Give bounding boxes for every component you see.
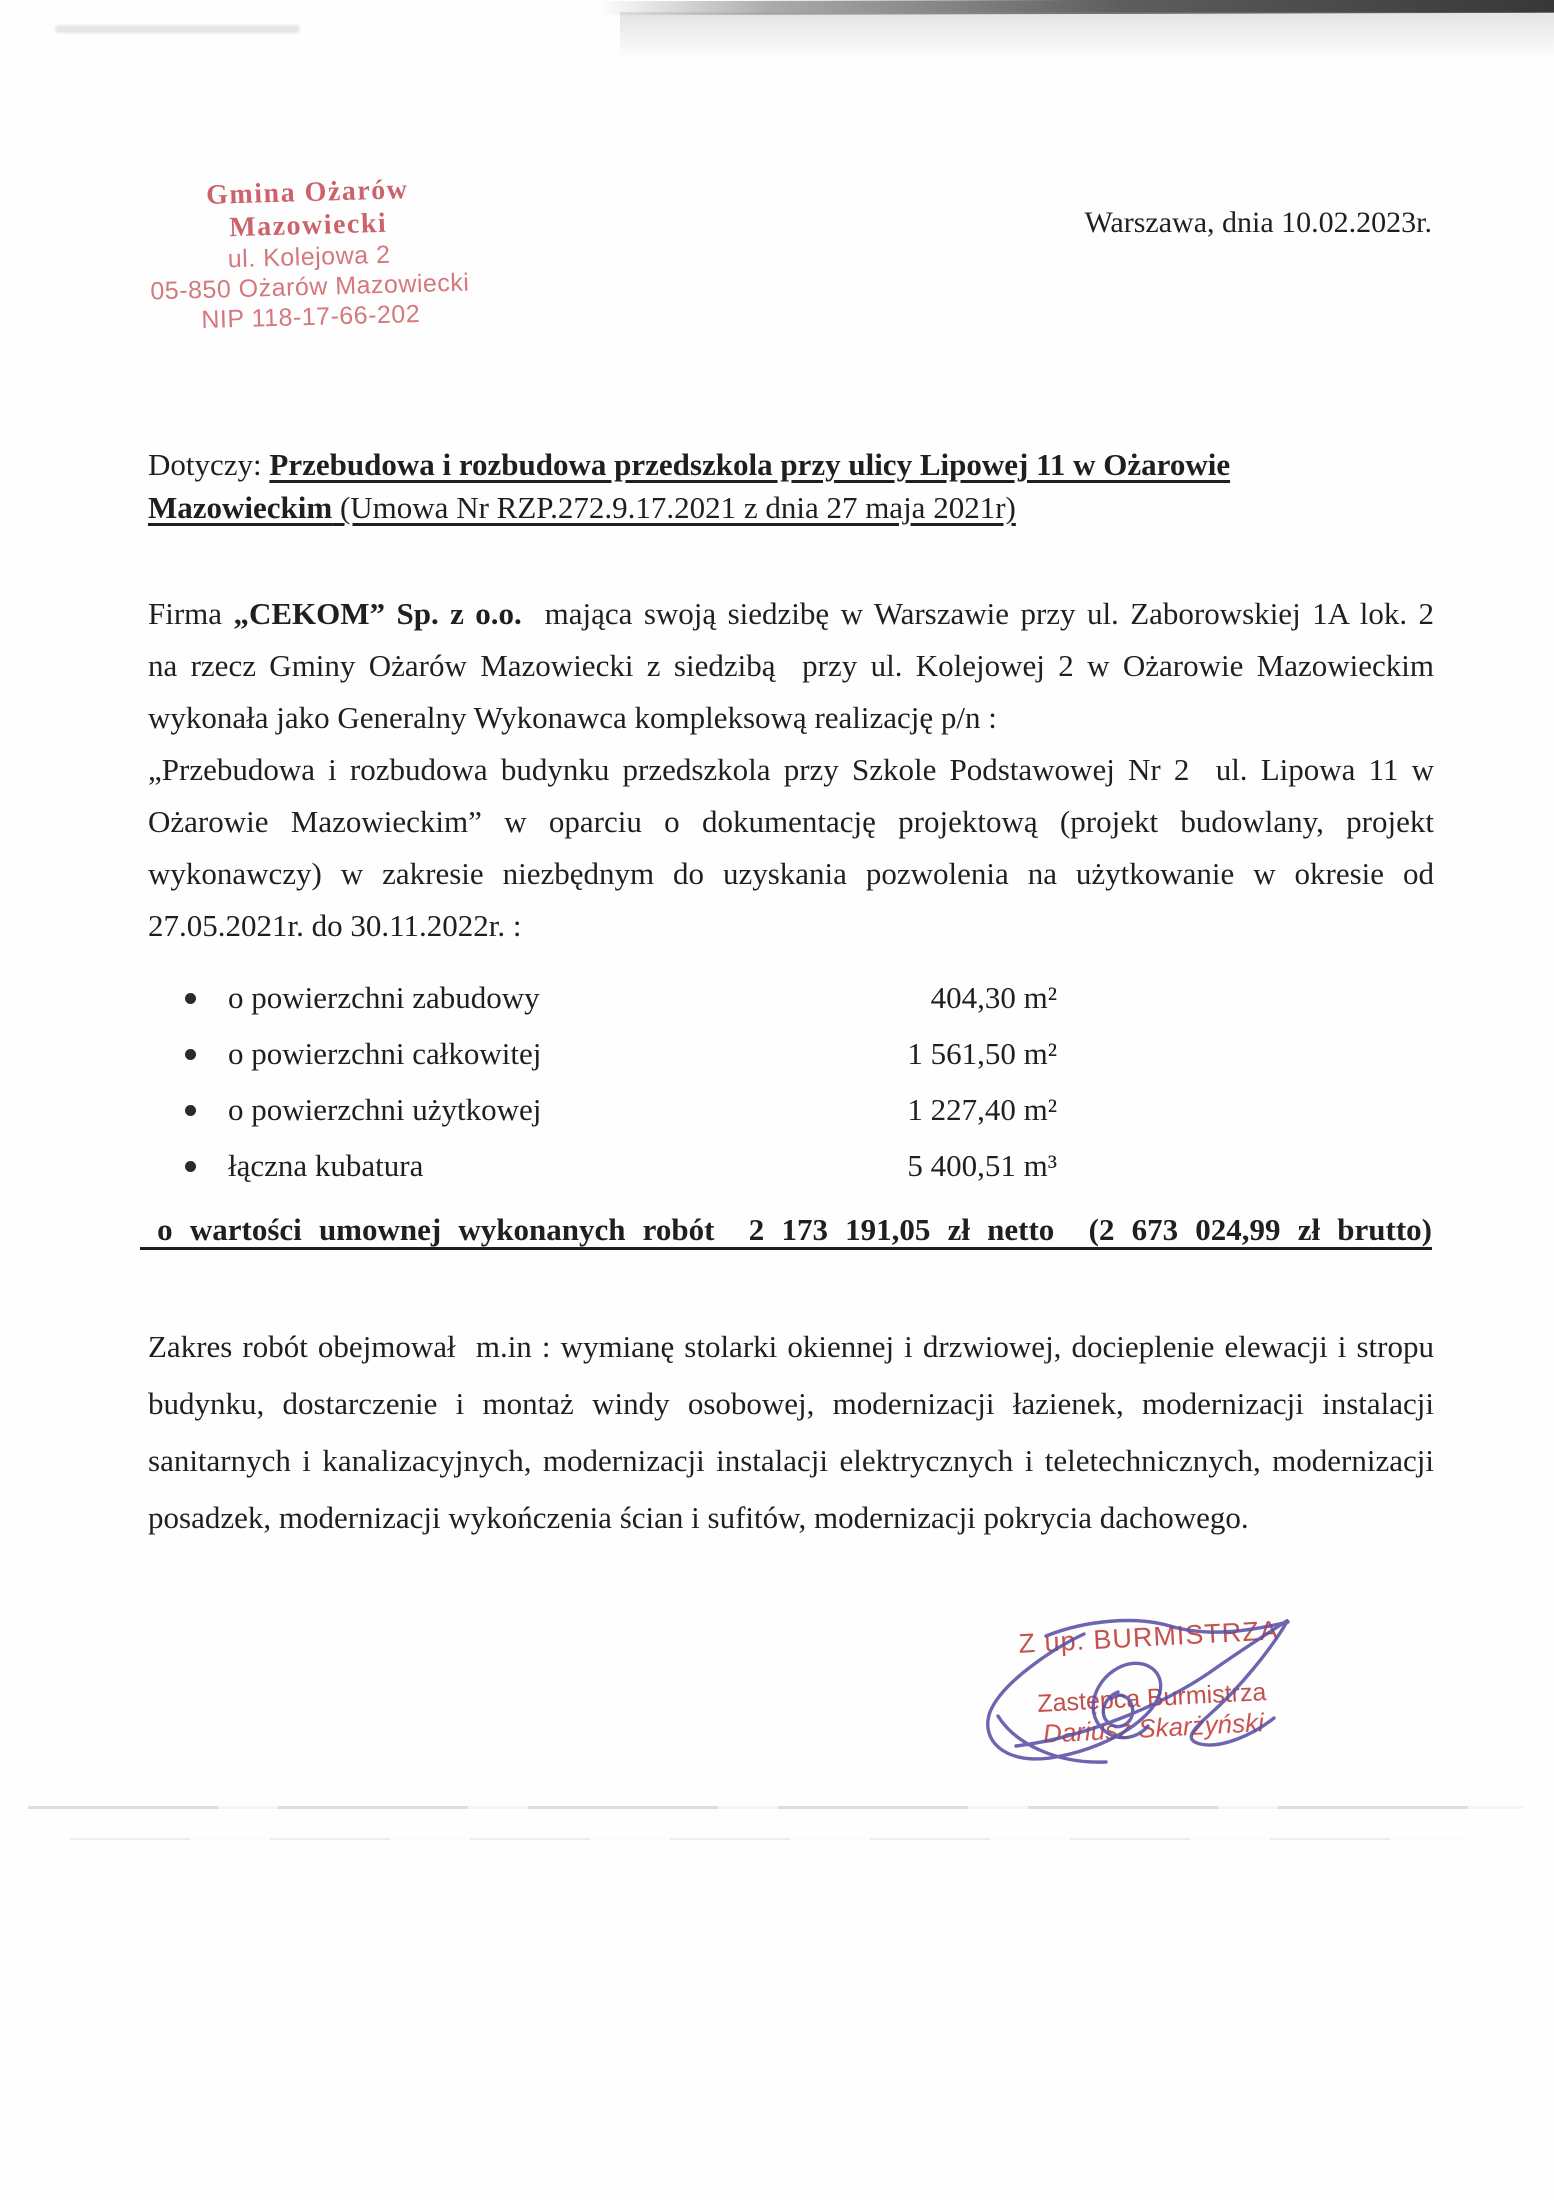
metric-label: o powierzchni zabudowy: [228, 980, 540, 1015]
metric-row: [185, 1026, 1057, 1082]
metric-row: [185, 1138, 1057, 1194]
metrics-list: [185, 970, 1057, 1194]
paragraph2-line1: Zakres robót obejmował m.in : wymianę stolarki okiennej i drzwiowej, docieplenie elewacji i stropu: [148, 1329, 1434, 1364]
sender-stamp: [124, 171, 494, 337]
metric-value: 5 400,51 m³: [907, 1148, 1057, 1183]
bullet-icon: [185, 1049, 196, 1060]
subject-title-part1: Przebudowa i rozbudowa przedszkola przy ulicy Lipowej 11 w Ożarowie: [269, 447, 1231, 482]
paragraph1-line1-pre: Firma: [148, 596, 234, 631]
paragraph1-line4: „Przebudowa i rozbudowa budynku przedszkola przy Szkole Podstawowej Nr 2 ul. Lipowa 11 w: [148, 752, 1434, 787]
subject-line-2: [148, 486, 1448, 529]
subject-label: Dotyczy:: [148, 447, 270, 482]
subject-title-part2: Mazowieckim: [148, 490, 333, 525]
paragraph2-line4: posadzek, modernizacji wykończenia ścian i sufitów, modernizacji pokrycia dachowego.: [148, 1500, 1249, 1535]
paragraph1-line2: na rzecz Gminy Ożarów Mazowiecki z siedzibą przy ul. Kolejowej 2 w Ożarowie Mazowieckim: [148, 648, 1434, 683]
scan-artifact-top-fade: [620, 12, 1554, 60]
paragraph1-line3: wykonała jako Generalny Wykonawca kompleksową realizację p/n :: [148, 700, 997, 735]
bullet-icon: [185, 1161, 196, 1172]
sender-stamp-name: Gmina Ożarów Mazowiecki: [205, 174, 409, 244]
signature-scribble: [958, 1596, 1324, 1786]
scan-artifact-smudge: [55, 25, 300, 33]
paragraph1-line6: wykonawczy) w zakresie niezbędnym do uzyskania pozwolenia na użytkowanie w okresie od: [148, 856, 1434, 891]
signature-title-line: Zastępca Burmistrza: [1036, 1677, 1268, 1718]
sender-stamp-nip: NIP 118-17-66-202: [200, 299, 421, 335]
signature-name-line: Dariusz Skarżyński: [1042, 1707, 1265, 1749]
metric-value: 404,30 m²: [930, 980, 1057, 1015]
company-name: „CEKOM” Sp. z o.o.: [233, 596, 522, 631]
metric-value: 1 227,40 m²: [907, 1092, 1057, 1127]
body-paragraph-2: [148, 1318, 1434, 1546]
paragraph1-line7: 27.05.2021r. do 30.11.2022r. :: [148, 908, 522, 943]
scan-artifact-line: [70, 1838, 1465, 1840]
body-paragraph-1: [148, 588, 1434, 952]
scan-artifact-line: [28, 1806, 1523, 1809]
contract-value-line: o wartości umownej wykonanych robót 2 173 191,05 zł netto (2 673 024,99 zł brutto): [140, 1212, 1432, 1247]
metric-row: [185, 1082, 1057, 1138]
paragraph1-line1-rest: mająca swoją siedzibę w Warszawie przy ul. Zaborowskiej 1A lok. 2: [521, 596, 1434, 631]
metric-label: łączna kubatura: [228, 1148, 424, 1183]
bullet-icon: [185, 1105, 196, 1116]
metric-label: o powierzchni całkowitej: [228, 1036, 542, 1071]
subject-block: [148, 443, 1448, 529]
metric-value: 1 561,50 m²: [907, 1036, 1057, 1071]
date-line: Warszawa, dnia 10.02.2023r.: [1084, 206, 1432, 239]
paragraph2-line3: sanitarnych i kanalizacyjnych, modernizacji instalacji elektrycznych i teletechnicznych, modernizacji: [148, 1443, 1434, 1478]
paragraph2-line2: budynku, dostarczenie i montaż windy osobowej, modernizacji łazienek, modernizacji instalacji: [148, 1386, 1434, 1421]
bullet-icon: [185, 993, 196, 1004]
paragraph1-line5: Ożarowie Mazowieckim” w oparciu o dokumentację projektową (projekt budowlany, projekt: [148, 804, 1434, 839]
subject-contract-ref: (Umowa Nr RZP.272.9.17.2021 z dnia 27 maja 2021r): [332, 490, 1016, 525]
signature-authority-line: Z up. BURMISTRZA: [1017, 1615, 1280, 1659]
metric-label: o powierzchni użytkowej: [228, 1092, 542, 1127]
subject-line-1: [148, 443, 1448, 486]
sender-stamp-street: ul. Kolejowa 2: [227, 240, 391, 274]
paragraph1-line1: [148, 588, 1434, 640]
sender-stamp-city: 05-850 Ożarów Mazowiecki: [150, 268, 470, 306]
metric-row: [185, 970, 1057, 1026]
